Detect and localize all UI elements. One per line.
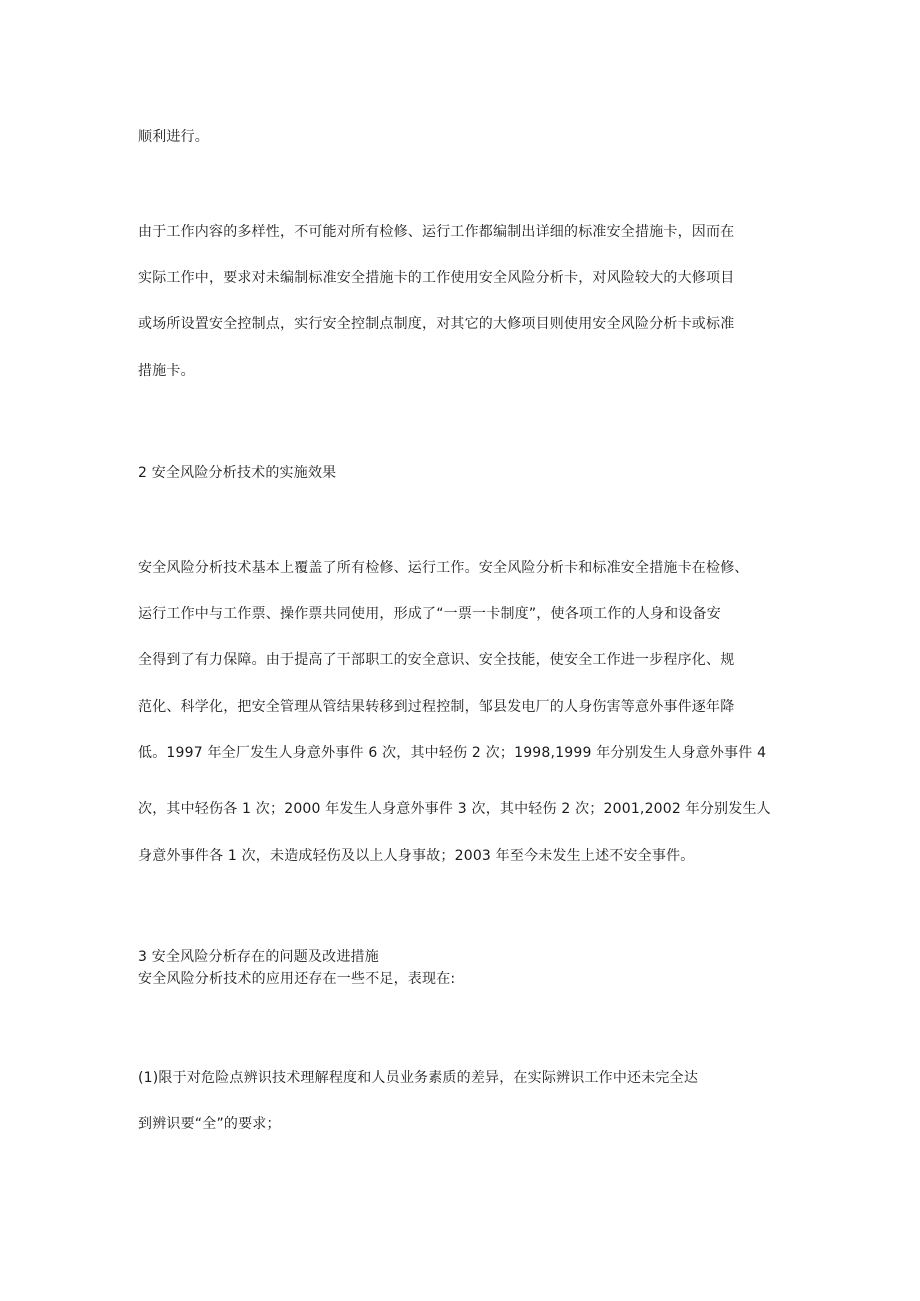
list-item-line: 到辨识要“全”的要求； (138, 1116, 281, 1132)
paragraph-line: 全得到了有力保障。由于提高了干部职工的安全意识、安全技能，使安全工作进一步程序化、规 (138, 652, 735, 668)
paragraph-line: 实际工作中，要求对未编制标准安全措施卡的工作使用安全风险分析卡，对风险较大的大修项目 (138, 270, 735, 286)
paragraph-line: 安全风险分析技术基本上覆盖了所有检修、运行工作。安全风险分析卡和标准安全措施卡在检修、 (138, 560, 749, 576)
list-item-line: (1)限于对危险点辨识技术理解程度和人员业务素质的差异，在实际辨识工作中还未完全达 (138, 1070, 699, 1086)
paragraph-line: 次，其中轻伤各 1 次；2000 年发生人身意外事件 3 次，其中轻伤 2 次；2001,2002 年分别发生人 (138, 801, 771, 817)
paragraph-line: 顺利进行。 (138, 129, 209, 145)
section-heading: 3 安全风险分析存在的问题及改进措施 (138, 949, 379, 965)
paragraph-line: 身意外事件各 1 次，未造成轻伤及以上人身事故；2003 年至今未发生上述不安全事件。 (138, 848, 695, 864)
paragraph-line: 安全风险分析技术的应用还存在一些不足，表现在: (138, 971, 456, 987)
section-heading: 2 安全风险分析技术的实施效果 (138, 465, 337, 481)
paragraph-line: 范化、科学化，把安全管理从管结果转移到过程控制，邹县发电厂的人身伤害等意外事件逐年降 (138, 699, 735, 715)
paragraph-line: 措施卡。 (138, 363, 195, 379)
paragraph-line: 运行工作中与工作票、操作票共同使用，形成了“一票一卡制度”，使各项工作的人身和设备安 (138, 606, 721, 622)
paragraph-line: 低。1997 年全厂发生人身意外事件 6 次，其中轻伤 2 次；1998,1999 年分别发生人身意外事件 4 (138, 745, 767, 761)
paragraph-line: 或场所设置安全控制点，实行安全控制点制度，对其它的大修项目则使用安全风险分析卡或标准 (138, 316, 735, 332)
paragraph-line: 由于工作内容的多样性，不可能对所有检修、运行工作都编制出详细的标准安全措施卡，因而在 (138, 224, 735, 240)
